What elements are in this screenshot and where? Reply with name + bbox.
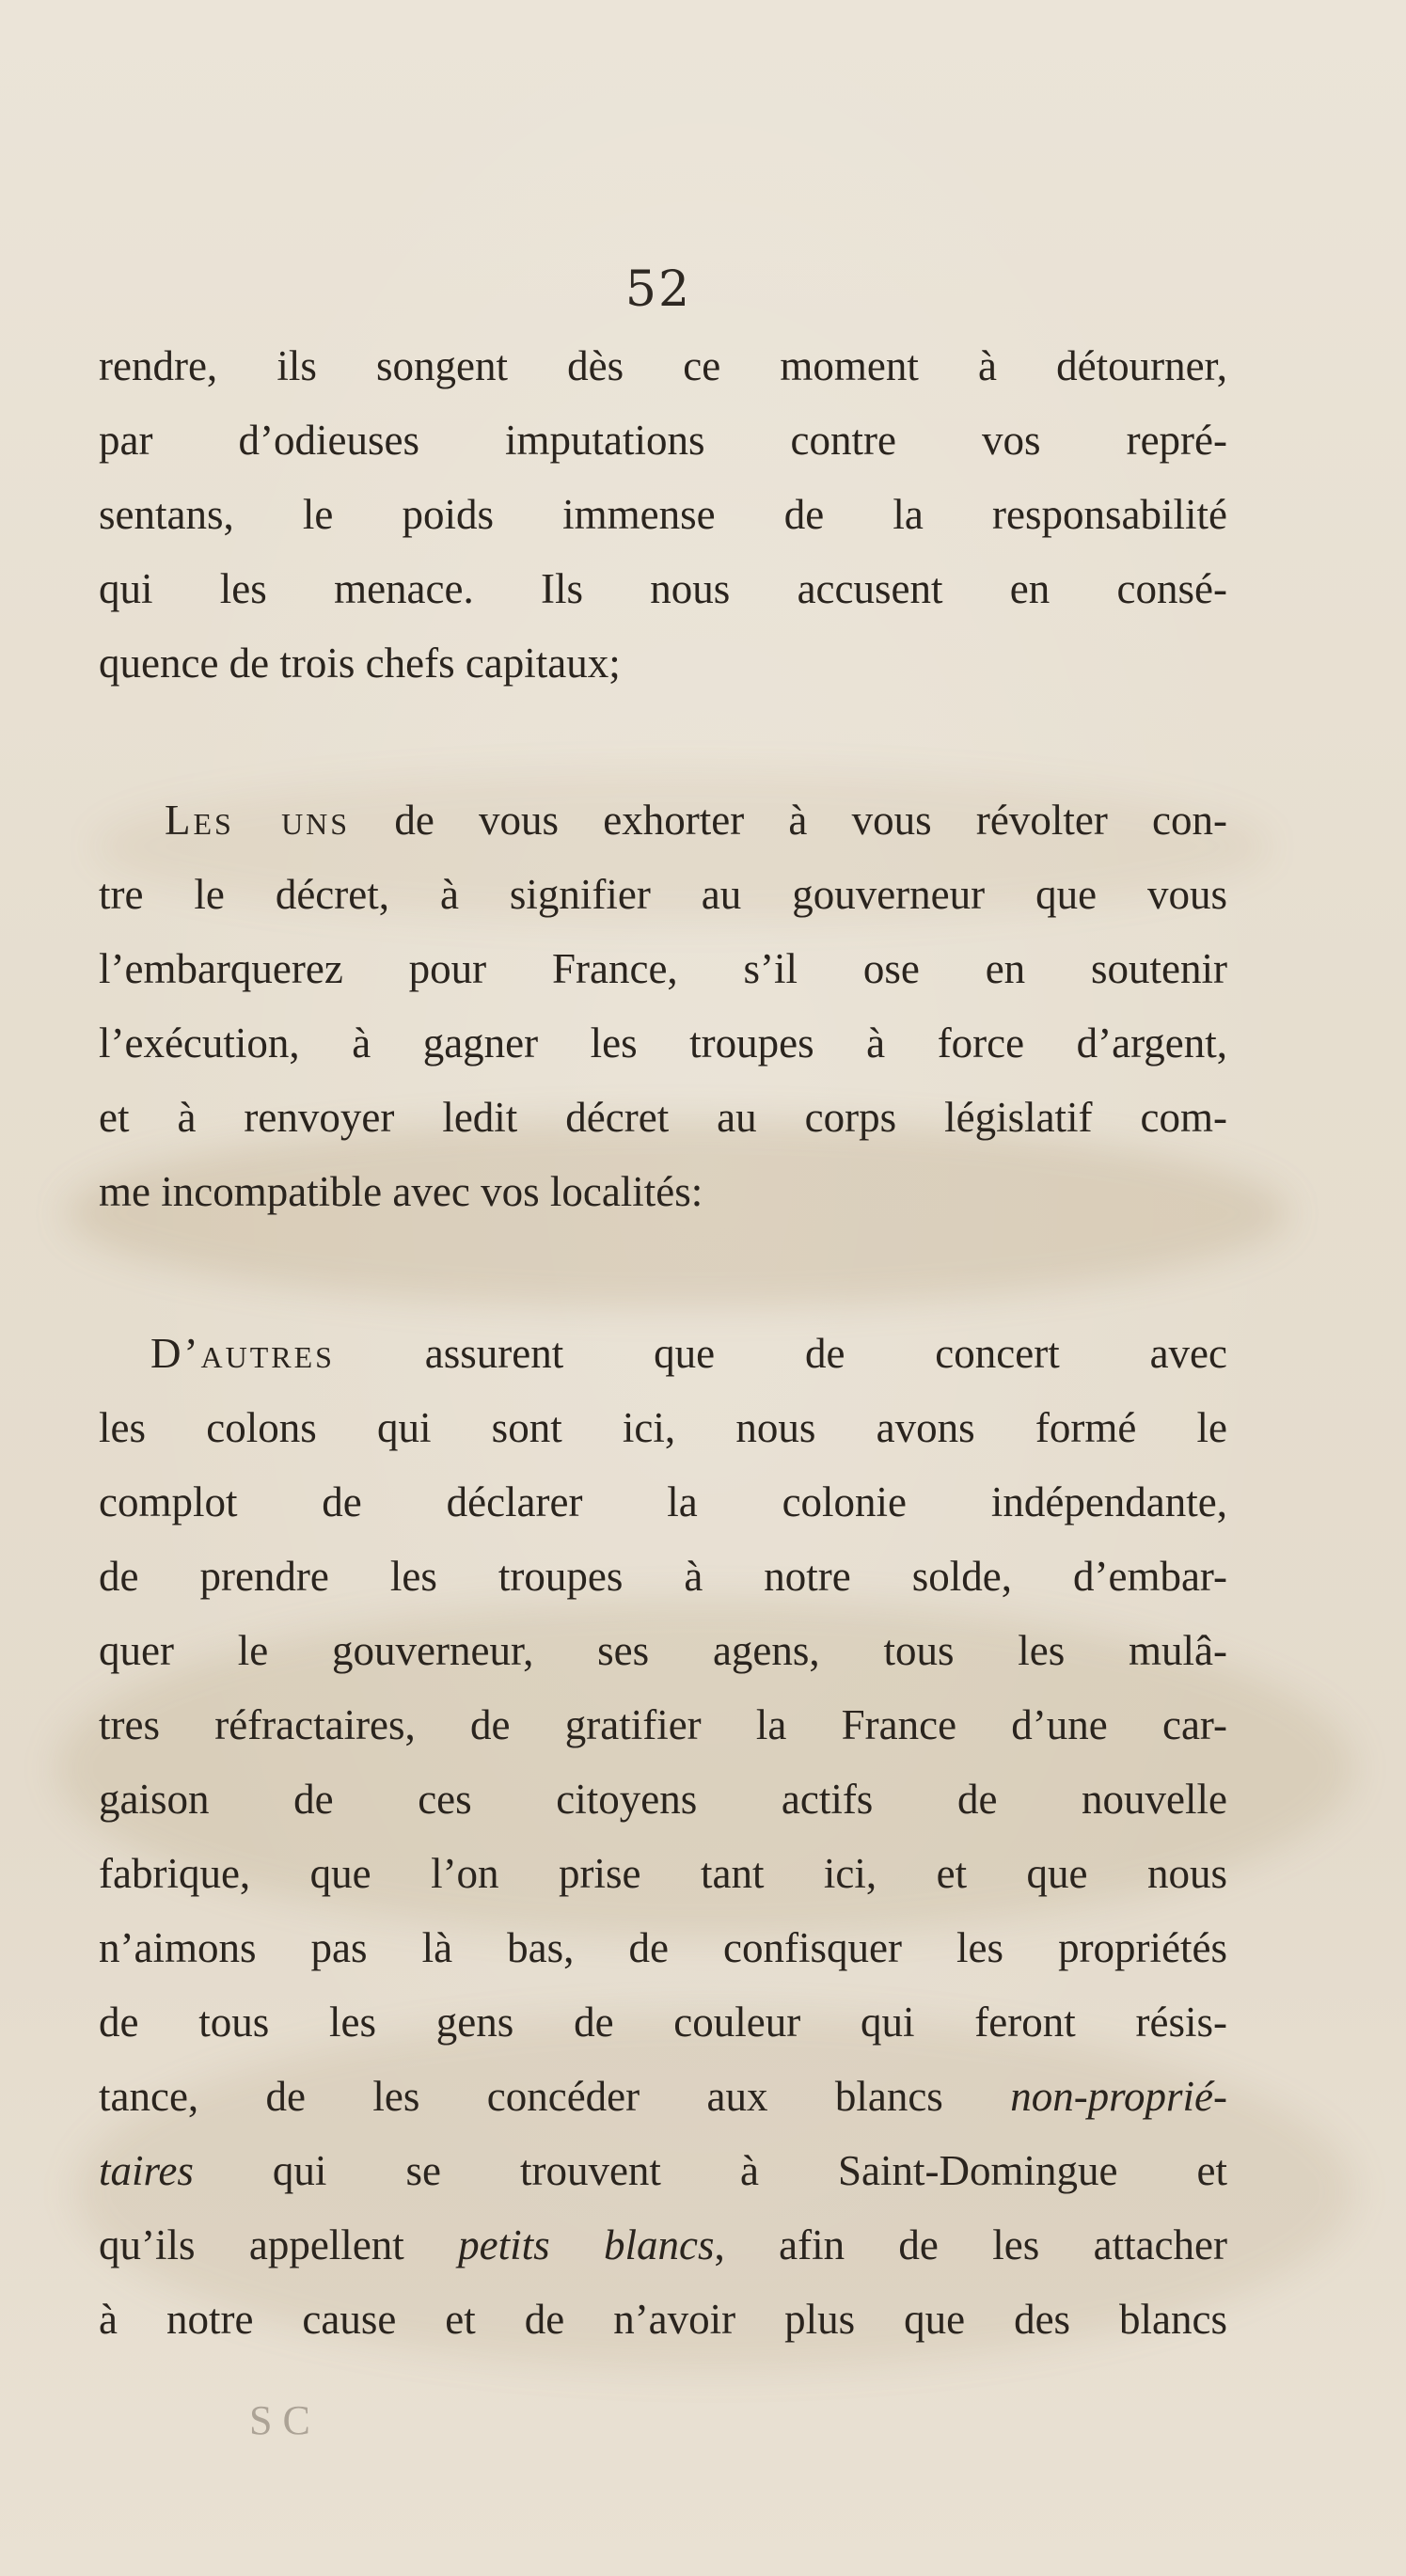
text-line: l’embarquerez pour France, s’il ose en soutenir [99, 945, 1227, 992]
text-line: me incompatible avec vos localités: [99, 1168, 703, 1215]
text-fragment: qui se trouvent à Saint-Domingue et [193, 2147, 1227, 2194]
text-line: gaison de ces citoyens actifs de nouvelle [99, 1776, 1227, 1823]
italic-term: non-proprié- [1010, 2073, 1227, 2120]
text-line: quence de trois chefs capitaux; [99, 640, 621, 687]
catchword: S C [249, 2397, 310, 2443]
text-line: et à renvoyer ledit décret au corps législatif com- [99, 1094, 1227, 1141]
text-fragment: assurent que de concert avec [334, 1330, 1227, 1377]
text-fragment: , afin de les attacher [714, 2221, 1227, 2268]
text-line [99, 1317, 1227, 1391]
text-line: n’aimons pas là bas, de confisquer les propriétés [99, 1924, 1227, 1971]
paragraph-3 [99, 1317, 1227, 2357]
text-line: par d’odieuses imputations contre vos repré- [99, 417, 1227, 464]
text-fragment: de vous exhorter à vous révolter con- [350, 797, 1227, 844]
text-line: de prendre les troupes à notre solde, d’embar- [99, 1553, 1227, 1600]
paragraph-2 [99, 783, 1227, 1229]
paragraph-lead: D’autres [150, 1330, 335, 1377]
text-line: de tous les gens de couleur qui feront résis- [99, 1999, 1227, 2046]
text-line: les colons qui sont ici, nous avons formé le [99, 1404, 1227, 1451]
text-line: complot de déclarer la colonie indépendante, [99, 1478, 1227, 1525]
text-line [99, 783, 1227, 858]
text-line [99, 2134, 1227, 2208]
italic-term: taires [99, 2147, 194, 2194]
text-fragment: tance, de les concéder aux blancs [99, 2073, 1011, 2120]
text-line: rendre, ils songent dès ce moment à détourner, [99, 342, 1227, 389]
text-line: fabrique, que l’on prise tant ici, et que nous [99, 1850, 1227, 1897]
page-number: 52 [624, 261, 692, 318]
paragraph-lead: Les uns [165, 797, 351, 844]
italic-term: petits blancs [458, 2221, 715, 2268]
text-line: quer le gouverneur, ses agens, tous les mulâ- [99, 1627, 1227, 1674]
text-line: à notre cause et de n’avoir plus que des blancs [99, 2296, 1227, 2343]
text-line: l’exécution, à gagner les troupes à force d’argent, [99, 1019, 1227, 1067]
text-line: tre le décret, à signifier au gouverneur que vous [99, 871, 1227, 918]
text-line: qui les menace. Ils nous accusent en consé- [99, 565, 1227, 612]
paragraph-1 [99, 329, 1227, 701]
text-line: tres réfractaires, de gratifier la France d’une car- [99, 1701, 1227, 1748]
text-line [99, 2208, 1227, 2283]
text-line: sentans, le poids immense de la responsabilité [99, 491, 1227, 538]
text-line [99, 2060, 1227, 2134]
text-fragment: qu’ils appellent [99, 2221, 459, 2268]
